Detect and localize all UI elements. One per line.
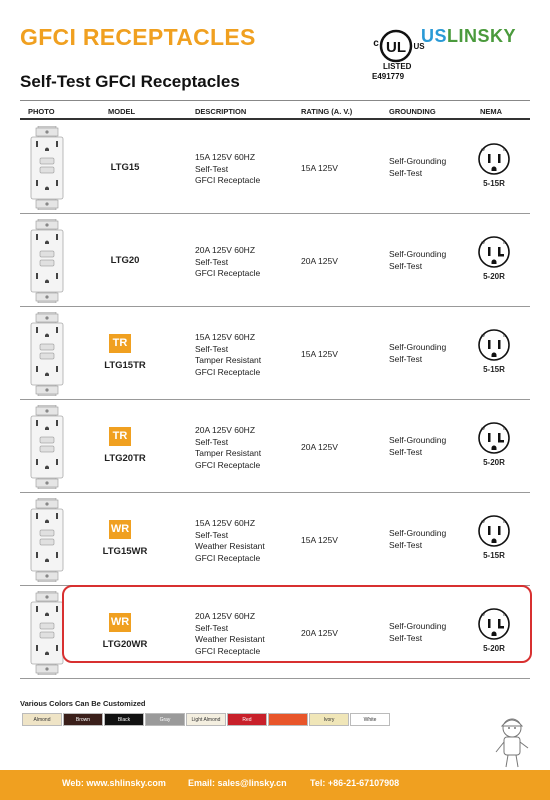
- description-line: GFCI Receptacle: [195, 268, 261, 278]
- grounding-line: Self-Test: [389, 353, 423, 364]
- svg-text:W: W: [481, 333, 485, 338]
- model-badge: WR: [109, 520, 131, 539]
- svg-text:G: G: [503, 426, 507, 431]
- nema-label: 5-20R: [483, 458, 505, 467]
- brand-linsky: LINSKY: [447, 26, 517, 46]
- gfci-receptacle-photo-icon: [26, 219, 68, 303]
- svg-text:W: W: [481, 612, 485, 617]
- description-line: GFCI Receptacle: [195, 552, 261, 563]
- nema-outlet-icon: [477, 328, 511, 362]
- model-badge: TR: [109, 427, 131, 446]
- ul-us: US: [413, 42, 425, 51]
- grounding-line: Self-Test: [389, 446, 423, 457]
- description-line: Self-Test: [195, 529, 229, 540]
- description: [195, 425, 261, 471]
- gfci-receptacle-photo-icon: [26, 126, 68, 210]
- grounding-line: Self-Grounding: [389, 342, 447, 352]
- grounding-line: Self-Test: [389, 632, 423, 643]
- description-line: Weather Resistant: [195, 634, 265, 644]
- brand-logo: [421, 26, 516, 47]
- description-line: 15A 125V 60HZ: [195, 152, 256, 162]
- description-line: 20A 125V 60HZ: [195, 611, 256, 621]
- rating: 20A 125V: [301, 628, 338, 638]
- color-swatch: Brown: [63, 713, 103, 726]
- model-name: LTG20: [110, 255, 140, 266]
- mascot-icon: [490, 714, 534, 770]
- svg-text:G: G: [503, 612, 507, 617]
- page-title: GFCI RECEPTACLES: [20, 24, 256, 50]
- color-swatch: Red: [227, 713, 267, 726]
- highlight-box: [62, 585, 532, 663]
- color-swatch: White: [350, 713, 390, 726]
- description-line: Tamper Resistant: [195, 355, 262, 365]
- color-swatch: Black: [104, 713, 144, 726]
- table-row: [20, 215, 530, 307]
- table-header: [20, 100, 530, 120]
- description-line: 15A 125V 60HZ: [195, 518, 256, 528]
- grounding-line: Self-Grounding: [389, 156, 447, 166]
- description-line: 20A 125V 60HZ: [195, 425, 256, 435]
- nema-label: 5-15R: [483, 179, 505, 188]
- footer-web[interactable]: Web: www.shlinsky.com: [62, 778, 166, 788]
- description-line: Weather Resistant: [195, 541, 265, 551]
- col-photo: PHOTO: [28, 107, 55, 116]
- colors-title: Various Colors Can Be Customized: [20, 699, 146, 708]
- svg-text:W: W: [481, 240, 485, 245]
- description-line: Self-Test: [195, 343, 229, 354]
- header: [0, 0, 550, 100]
- ul-listed: LISTED: [383, 62, 412, 71]
- model-name: LTG20WR: [102, 639, 148, 650]
- ul-mark: UL: [386, 39, 406, 56]
- description-line: Self-Test: [195, 163, 229, 174]
- model-name: LTG15: [110, 162, 140, 173]
- model-badge: WR: [109, 613, 131, 632]
- color-swatch: Gray: [145, 713, 185, 726]
- page-subtitle: Self-Test GFCI Receptacles: [20, 72, 240, 91]
- col-nema: NEMA: [480, 107, 503, 116]
- description-line: Self-Test: [195, 436, 229, 447]
- svg-text:G: G: [503, 240, 507, 245]
- grounding: [389, 156, 446, 179]
- grounding-line: Self-Grounding: [389, 621, 447, 631]
- description: [195, 518, 265, 564]
- svg-text:G: G: [503, 519, 507, 524]
- grounding-line: Self-Grounding: [389, 528, 447, 538]
- rating: 15A 125V: [301, 349, 338, 359]
- gfci-receptacle-photo-icon: [26, 498, 68, 582]
- grounding: [389, 342, 446, 365]
- description-line: 15A 125V 60HZ: [195, 332, 256, 342]
- footer-bar: [0, 770, 550, 800]
- nema-label: 5-15R: [483, 365, 505, 374]
- rating: 20A 125V: [301, 442, 338, 452]
- brand-us: US: [421, 26, 448, 46]
- grounding-line: Self-Test: [389, 260, 423, 271]
- description-line: Self-Test: [195, 256, 229, 267]
- table-row: [20, 122, 530, 214]
- gfci-receptacle-photo-icon: [26, 312, 68, 396]
- rating: 15A 125V: [301, 163, 338, 173]
- ul-c: c: [373, 38, 379, 49]
- nema-label: 5-15R: [483, 551, 505, 560]
- description: [195, 332, 261, 378]
- description: [195, 152, 260, 187]
- rating: 20A 125V: [301, 256, 338, 266]
- table-row: [20, 494, 530, 586]
- footer-tel: Tel: +86-21-67107908: [310, 778, 400, 788]
- nema-outlet-icon: [477, 235, 511, 269]
- color-swatch: Light Almond: [186, 713, 226, 726]
- grounding-line: Self-Grounding: [389, 249, 447, 259]
- svg-text:W: W: [481, 519, 485, 524]
- table-row: [20, 308, 530, 400]
- table-row: [20, 401, 530, 493]
- description-line: Self-Test: [195, 622, 229, 633]
- footer-email[interactable]: Email: sales@linsky.cn: [188, 778, 287, 788]
- nema-outlet-icon: [477, 514, 511, 548]
- svg-text:W: W: [481, 147, 485, 152]
- model-badge: TR: [109, 334, 131, 353]
- description: [195, 245, 260, 280]
- col-model: MODEL: [108, 107, 136, 116]
- cert-number: E491779: [372, 72, 405, 81]
- color-swatch: [268, 713, 308, 726]
- nema-label: 5-20R: [483, 272, 505, 281]
- description-line: 20A 125V 60HZ: [195, 245, 256, 255]
- grounding-line: Self-Grounding: [389, 435, 447, 445]
- svg-text:W: W: [481, 426, 485, 431]
- gfci-receptacle-photo-icon: [26, 405, 68, 489]
- nema-label: 5-20R: [483, 644, 505, 653]
- grounding: [389, 528, 446, 551]
- description-line: GFCI Receptacle: [195, 459, 261, 470]
- grounding: [389, 249, 446, 272]
- grounding: [389, 435, 446, 458]
- model-name: LTG15TR: [104, 360, 146, 371]
- svg-text:G: G: [503, 333, 507, 338]
- svg-text:G: G: [503, 147, 507, 152]
- description-line: GFCI Receptacle: [195, 366, 261, 377]
- col-description: DESCRIPTION: [195, 107, 247, 116]
- nema-outlet-icon: [477, 142, 511, 176]
- col-rating: RATING (A. V.): [301, 107, 353, 116]
- grounding-line: Self-Test: [389, 539, 423, 550]
- description-line: GFCI Receptacle: [195, 645, 261, 656]
- rating: 15A 125V: [301, 535, 338, 545]
- color-swatch: Almond: [22, 713, 62, 726]
- description-line: Tamper Resistant: [195, 448, 262, 458]
- description-line: GFCI Receptacle: [195, 175, 261, 185]
- nema-outlet-icon: [477, 421, 511, 455]
- color-swatch: Ivory: [309, 713, 349, 726]
- model-name: LTG20TR: [104, 453, 146, 464]
- model-name: LTG15WR: [102, 546, 148, 557]
- col-grounding: GROUNDING: [389, 107, 436, 116]
- grounding-line: Self-Test: [389, 167, 423, 178]
